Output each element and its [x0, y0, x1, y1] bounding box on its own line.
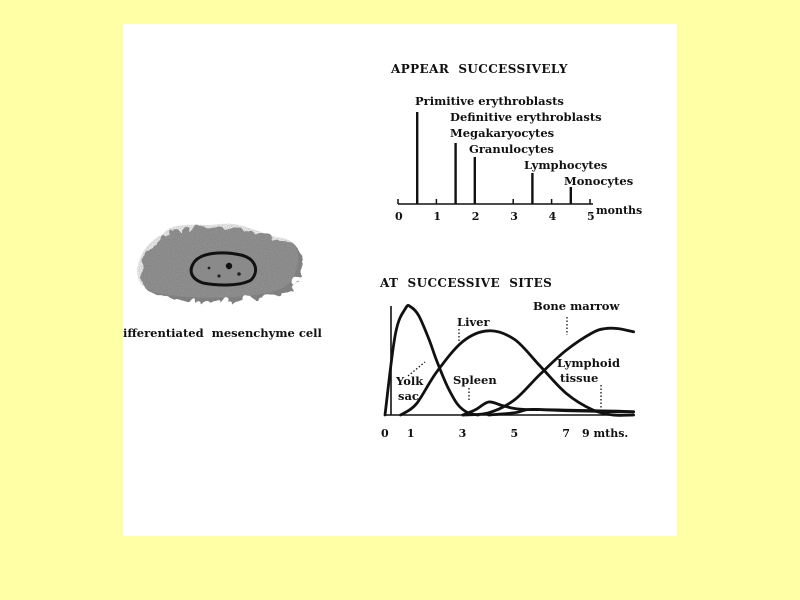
timeline-tick-label-3: 3 [510, 210, 518, 223]
timeline-tick-label-2: 2 [471, 210, 480, 223]
timeline-label-lymphocytes: Lymphocytes [524, 158, 608, 172]
timeline-tick-label-5: 5 [587, 210, 595, 223]
timeline-title: APPEAR SUCCESSIVELY [391, 62, 568, 76]
label-spleen: Spleen [453, 373, 497, 387]
timeline-label-granulocytes: Granulocytes [469, 142, 554, 156]
timeline-label-megakaryocytes: Megakaryocytes [450, 126, 555, 140]
timeline-label-definitive-erythroblasts: Definitive erythroblasts [450, 110, 602, 124]
timeline-unit-label: months [596, 204, 643, 217]
sites-unit-label: 9 mths. [582, 427, 629, 440]
sites-title: AT SUCCESSIVE SITES [380, 276, 553, 290]
label-bone-marrow: Bone marrow [533, 299, 620, 313]
cell-nucleus [191, 253, 255, 285]
timeline-label-primitive-erythroblasts: Primitive erythroblasts [415, 94, 564, 108]
label-liver: Liver [457, 315, 490, 329]
slide-panel [123, 24, 677, 536]
sites-tick-label-7: 7 [562, 427, 570, 440]
appear-successively-timeline [390, 62, 642, 223]
label-sac: sac [398, 389, 419, 403]
sites-tick-label-1: 1 [406, 427, 415, 440]
timeline-tick-label-0: 0 [395, 210, 403, 223]
label-tissue: tissue [560, 371, 599, 385]
timeline-label-monocytes: Monocytes [564, 174, 634, 188]
mesenchyme-cell-illustration [123, 224, 323, 340]
cell-caption: ifferentiated mesenchyme cell [123, 326, 322, 340]
label-yolk: Yolk [396, 374, 424, 388]
label-lymphoid: Lymphoid [557, 356, 621, 370]
successive-sites-chart [379, 276, 634, 440]
sites-tick-label-5: 5 [510, 427, 519, 440]
hematopoiesis-figure [123, 24, 677, 536]
sites-tick-label-0: 0 [381, 427, 389, 440]
nucleolus [226, 263, 232, 269]
timeline-tick-label-4: 4 [548, 210, 557, 223]
timeline-tick-label-1: 1 [433, 210, 442, 223]
sites-tick-label-3: 3 [458, 427, 467, 440]
curve-liver [401, 331, 634, 416]
